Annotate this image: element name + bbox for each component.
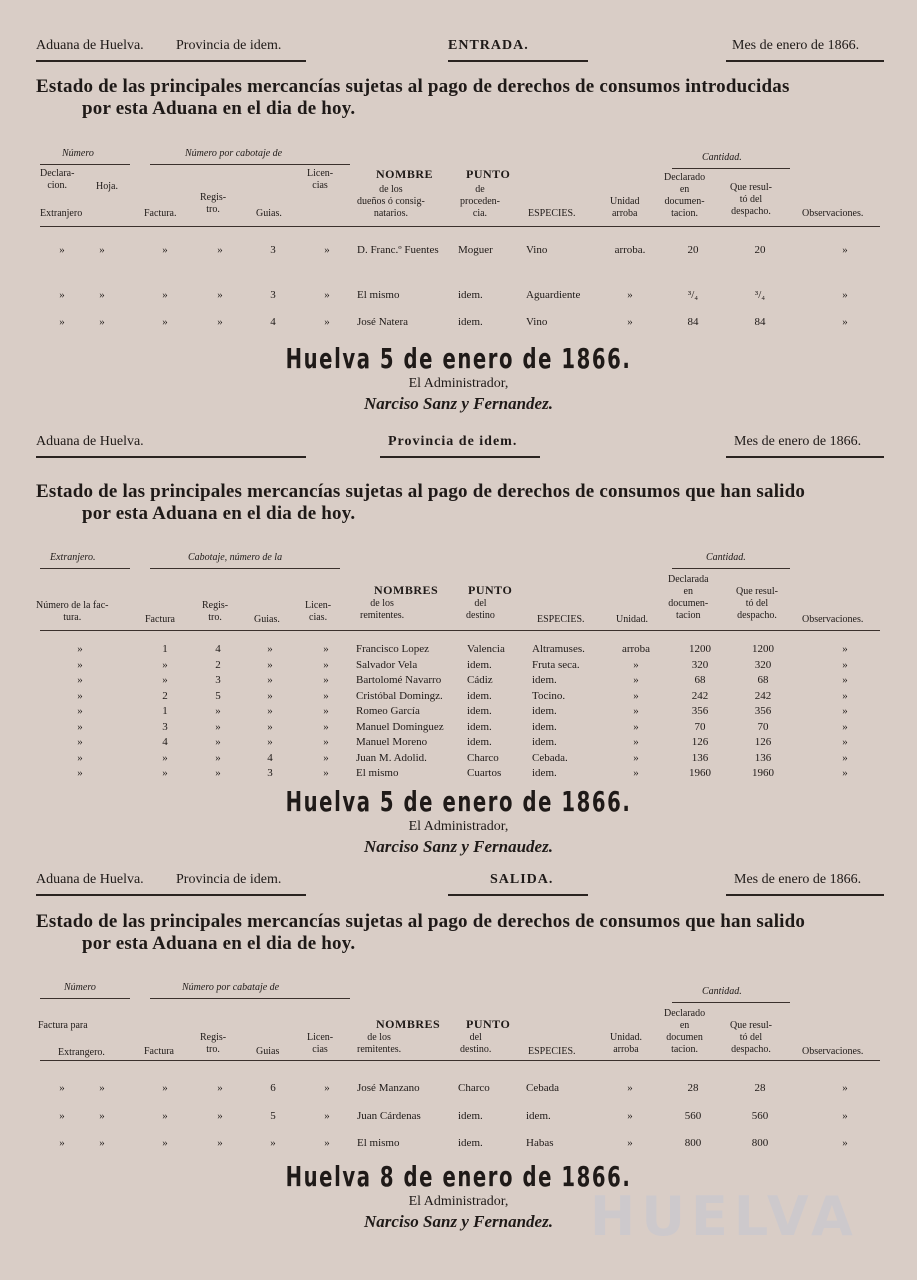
table-cell: idem. [467,736,492,748]
table-cell: » [633,767,639,779]
col-unidad: Unidad. arroba [610,1032,642,1055]
col-extranjero: Extranjero [40,208,83,219]
table-cell: Fruta seca. [532,658,580,671]
col-punto: PUNTO [468,583,513,597]
table-cell: 800 [751,1137,769,1149]
col-hoja: Hoja. [96,181,118,192]
table-cell: » [215,751,221,764]
table-cell: » [842,767,848,779]
table-cell: arroba [621,643,651,655]
col-observaciones: Observaciones. [802,208,864,219]
table-cell: 800 [684,1137,702,1149]
col-punto: PUNTO [466,1017,511,1031]
col-especies: ESPECIES. [537,614,585,625]
table-cell: 4 [267,751,273,764]
table-title [36,76,896,120]
header-rule-right [726,60,884,62]
table-cell: » [323,751,329,764]
col-numero-factura: Número de la fac- tura. [36,600,109,623]
table-cell: Juan Cárdenas [357,1110,421,1122]
table-cell: » [59,1137,65,1149]
table-cell: 356 [691,705,709,717]
table-cell: 2 [162,689,168,702]
table-cell: 68 [694,674,706,686]
header-rule-center [448,60,588,62]
table-cell: 320 [691,658,709,671]
table-cell: idem. [532,705,557,717]
table-cell: » [842,705,848,717]
table-cell: » [270,1137,276,1149]
col-nombres: NOMBRES [376,1017,441,1031]
table-cell: idem. [532,720,557,733]
table-cell: 242 [754,689,772,702]
signature-role: El Administrador, [408,1194,509,1209]
col-nombres: NOMBRE [376,167,433,181]
table-cell: 4 [162,736,168,748]
table-cell: » [627,289,633,301]
table-cell: » [162,674,168,686]
table-cell: 126 [754,736,772,748]
signature-role: El Administrador, [408,819,509,834]
table-cell: Cuartos [467,767,502,779]
table-cell: 560 [751,1110,769,1122]
table-cell: D. Franc.º Fuentes [357,244,439,256]
table-cell: » [59,1082,65,1094]
table-title [36,481,896,525]
header-customs-office: Aduana de Huelva. [36,434,144,449]
table-cell: idem. [526,1110,551,1122]
signature-name: Narciso Sanz y Fernandez. [364,1212,553,1231]
table-cell: » [842,751,848,764]
table-cell: » [267,705,273,717]
header-rule-center [448,894,588,896]
table-cell: » [324,289,330,301]
table-cell: » [842,1082,848,1094]
table-cell: » [77,736,83,748]
cantidad-rule [672,1002,790,1003]
col-declarado: Declarado en documen tacion. [664,1008,706,1055]
table-cell: 6 [270,1082,276,1094]
table-cell: » [267,689,273,702]
table-cell: » [59,244,65,256]
title-line-1: Estado de las principales mercancías sujetas al pago de derechos de consumos que han salido [36,911,806,932]
table-cell: » [633,689,639,702]
header-rule-left [36,456,306,458]
table-cell: » [267,674,273,686]
table-cell: » [627,1110,633,1122]
table-cell: » [59,289,65,301]
table-cell: Tocino. [532,689,566,702]
title-line-1: Estado de las principales mercancías sujetas al pago de derechos de consumos introducidas [36,76,790,97]
table-cell: » [162,1137,168,1149]
table-cell: Aguardiente [526,289,581,301]
col-nombres: NOMBRES [374,583,439,597]
table-cell: » [323,736,329,748]
col-registro: Regis- tro. [202,600,229,623]
cantidad-rule [672,168,790,169]
col-factura: Factura. [144,208,177,219]
table-cell: 560 [684,1110,702,1122]
table-cell: 20 [687,244,699,256]
table-cell: » [215,705,221,717]
table-cell: 126 [691,736,709,748]
group-cabotaje-heading: Número por cabotaje de [185,148,283,159]
col-factura: Factura [145,614,175,625]
col-resulto: Que resul- tó del despacho. [730,1020,772,1055]
group-rule-1 [40,998,130,999]
table-cell: Manuel Dominguez [356,720,444,733]
table-cell: El mismo [357,1137,400,1149]
col-licencias: Licen- cias [307,168,334,191]
table-cell: Charco [467,751,499,764]
table-cell: idem. [458,1110,483,1122]
col-guias: Guias. [256,208,282,219]
table-cell: » [324,244,330,256]
header-month: Mes de enero de 1866. [734,872,862,887]
table-cell: » [842,658,848,671]
table-cell: » [633,736,639,748]
table-cell: » [842,1137,848,1149]
table-cell: » [627,1082,633,1094]
table-cell: 1 [162,643,168,655]
table-title [36,911,896,955]
col-especies: ESPECIES. [528,1046,576,1057]
table-cell: 3 [215,674,221,686]
table-cell: idem. [458,1137,483,1149]
header-section-label: Provincia de idem. [388,434,518,449]
table-cell: » [77,689,83,702]
table-cell: 1200 [689,643,711,655]
table-cell: Cristóbal Domingz. [356,689,443,702]
group-cantidad-heading: Cantidad. [702,152,742,163]
table-cell: 70 [757,720,769,733]
col-declarado: Declarado en documen- tacion. [664,172,706,219]
col-factura: Factura [144,1046,174,1057]
table-cell: » [215,720,221,733]
col-resulto: Que resul- tó del despacho. [736,586,778,621]
table-cell: 4 [215,643,221,655]
table-cell: » [323,658,329,671]
table-cell: 84 [754,316,766,328]
signature-place-date: Huelva 5 de enero de 1866. [285,342,632,375]
table-cell: idem. [467,720,492,733]
table-cell: Bartolomé Navarro [356,674,442,686]
cantidad-rule [672,568,790,569]
group-numero-heading: Número [64,982,96,993]
table-cell: 242 [691,689,709,702]
col-nombres-sub: de los remitentes. [360,598,405,621]
table-cell: » [267,658,273,671]
header-province: Provincia de idem. [176,872,282,887]
col-nombres-sub: de los dueños ó consig- natarios. [357,184,425,219]
table-cell: ³/₄ [687,289,699,301]
col-observaciones: Observaciones. [802,614,864,625]
table-cell: » [627,316,633,328]
table-cell: » [842,643,848,655]
title-line-2: por esta Aduana en el dia de hoy. [82,503,356,524]
table-cell: Vino [526,244,548,256]
table-cell: » [99,1082,105,1094]
table-cell: Cebada. [532,751,568,764]
header-customs-office: Aduana de Huelva. [36,872,144,887]
table-cell: » [267,720,273,733]
col-resulto: Que resul- tó del despacho. [730,182,772,217]
table-cell: » [77,751,83,764]
table-cell: Cádiz [467,674,493,686]
table-cell: » [77,705,83,717]
col-licencias: Licen- cias [307,1032,334,1055]
table-cell: 70 [694,720,706,733]
header-rule-left [36,894,306,896]
header-month: Mes de enero de 1866. [732,38,860,53]
table-cell: » [215,736,221,748]
header-rule-left [36,60,306,62]
table-cell: » [99,244,105,256]
table-cell: » [323,705,329,717]
table-cell: » [77,674,83,686]
col-declaracion: Declara- cion. [40,168,75,191]
col-registro: Regis- tro. [200,192,227,215]
table-cell: Francisco Lopez [356,643,429,655]
header-underline [40,630,880,631]
table-cell: 84 [687,316,699,328]
table-cell: idem. [467,689,492,702]
table-cell: idem. [467,705,492,717]
signature-name: Narciso Sanz y Fernandez. [364,394,553,413]
table-cell: 320 [754,658,772,671]
header-rule-right [726,894,884,896]
header-section-label: ENTRADA. [448,38,529,53]
table-cell: » [99,1110,105,1122]
header-customs-office: Aduana de Huelva. [36,38,144,53]
table-cell: 20 [754,244,766,256]
col-observaciones: Observaciones. [802,1046,864,1057]
table-cell: Salvador Vela [356,658,418,671]
table-cell: El mismo [356,767,399,779]
table-cell: » [267,736,273,748]
table-cell: » [162,289,168,301]
col-nombres-sub: de los remitentes. [357,1032,402,1055]
table-cell: » [324,1137,330,1149]
table-cell: » [99,1137,105,1149]
table-cell: idem. [532,736,557,748]
table-cell: ³/₄ [754,289,766,301]
table-cell: » [162,767,168,779]
table-cell: » [162,1110,168,1122]
group-extranjero-heading: Extranjero. [50,552,96,563]
table-cell: 3 [270,289,276,301]
signature-role: El Administrador, [408,376,509,391]
table-cell: Valencia [467,643,505,655]
table-cell: idem. [458,289,483,301]
table-cell: » [633,705,639,717]
table-cell: » [162,316,168,328]
table-cell: Manuel Moreno [356,736,428,748]
table-cell: » [217,1082,223,1094]
table-cell: » [215,767,221,779]
table-cell: » [77,643,83,655]
table-cell: 3 [270,244,276,256]
header-rule-center [380,456,540,458]
table-cell: » [324,316,330,328]
col-unidad: Unidad arroba [610,196,640,219]
table-cell: arroba. [614,244,646,256]
table-cell: » [77,720,83,733]
table-cell: » [842,244,848,256]
table-cell: 2 [215,658,221,671]
table-cell: » [162,244,168,256]
table-cell: » [99,289,105,301]
table-cell: » [323,767,329,779]
header-province: Provincia de idem. [176,38,282,53]
table-cell: Juan M. Adolid. [356,751,427,764]
table-cell: 3 [267,767,273,779]
table-cell: idem. [458,316,483,328]
table-cell: 28 [754,1082,766,1094]
table-cell: » [217,244,223,256]
header-section-label: SALIDA. [490,872,554,887]
table-cell: » [633,658,639,671]
col-factura-para: Factura para [38,1020,88,1031]
table-cell: » [323,720,329,733]
table-cell: Romeo García [356,705,420,717]
table-cell: 1960 [752,767,774,779]
table-cell: » [842,720,848,733]
table-cell: » [323,689,329,702]
table-cell: » [77,767,83,779]
col-punto-sub: del destino. [460,1032,492,1055]
table-cell: » [77,658,83,671]
title-line-2: por esta Aduana en el dia de hoy. [82,98,356,119]
table-cell: 136 [754,751,772,764]
table-cell: 68 [757,674,769,686]
col-extranjero: Extrangero. [58,1047,105,1058]
table-cell: 5 [215,689,221,702]
table-cell: 1960 [689,767,711,779]
table-cell: 1200 [752,643,774,655]
col-registro: Regis- tro. [200,1032,227,1055]
group-rule-2 [150,164,350,165]
group-rule-2 [150,568,340,569]
table-cell: » [99,316,105,328]
table-cell: Cebada [526,1082,559,1094]
col-punto-sub: de proceden- cia. [460,184,500,219]
signature-place-date: Huelva 8 de enero de 1866. [285,1160,632,1193]
table-cell: Charco [458,1082,490,1094]
group-rule-1 [40,568,130,569]
table-cell: » [842,289,848,301]
table-cell: Moguer [458,244,493,256]
table-cell: idem. [467,658,492,671]
table-cell: » [59,1110,65,1122]
signature-place-date: Huelva 5 de enero de 1866. [285,785,632,818]
table-cell: » [324,1082,330,1094]
table-cell: » [59,316,65,328]
col-unidad: Unidad. [616,614,648,625]
group-cabotaje-heading: Cabotaje, número de la [188,552,283,563]
table-cell: » [842,689,848,702]
table-cell: » [842,316,848,328]
header-month: Mes de enero de 1866. [734,434,862,449]
table-cell: » [633,751,639,764]
table-cell: » [267,643,273,655]
table-cell: Vino [526,316,548,328]
signature-name: Narciso Sanz y Fernaudez. [364,837,553,856]
header-underline [40,226,880,227]
col-punto-sub: del destino [466,598,495,621]
col-punto: PUNTO [466,167,511,181]
col-guias: Guias [256,1046,280,1057]
table-cell: » [323,643,329,655]
table-cell: 1 [162,705,168,717]
title-line-2: por esta Aduana en el dia de hoy. [82,933,356,954]
table-cell: » [162,751,168,764]
table-cell: » [633,720,639,733]
table-cell: » [324,1110,330,1122]
table-cell: 356 [754,705,772,717]
table-cell: 136 [691,751,709,764]
group-cantidad-heading: Cantidad. [706,552,746,563]
group-cantidad-heading: Cantidad. [702,986,742,997]
group-rule-2 [150,998,350,999]
table-cell: » [217,316,223,328]
col-licencias: Licen- cias. [305,600,332,623]
table-cell: 3 [162,720,168,733]
col-guias: Guias. [254,614,280,625]
table-cell: » [842,674,848,686]
group-rule-1 [40,164,130,165]
table-cell: Altramuses. [532,643,585,655]
table-cell: El mismo [357,289,400,301]
col-especies: ESPECIES. [528,208,576,219]
table-cell: » [217,289,223,301]
table-cell: idem. [532,674,557,686]
table-cell: » [627,1137,633,1149]
header-rule-right [726,456,884,458]
table-cell: 4 [270,316,276,328]
table-cell: » [217,1110,223,1122]
table-cell: 28 [687,1082,699,1094]
table-cell: Habas [526,1137,554,1149]
header-underline [40,1060,880,1061]
title-line-1: Estado de las principales mercancías sujetas al pago de derechos de consumos que han salido [36,481,806,502]
table-cell: 5 [270,1110,276,1122]
table-cell: » [842,1110,848,1122]
table-cell: » [323,674,329,686]
table-cell: José Manzano [357,1082,420,1094]
table-cell: » [633,674,639,686]
table-cell: » [162,1082,168,1094]
group-numero-heading: Número [62,148,94,159]
table-cell: José Natera [357,316,409,328]
table-cell: » [842,736,848,748]
table-cell: idem. [532,767,557,779]
group-cabotaje-heading: Número por cabataje de [182,982,280,993]
col-declarado: Declarada en documen- tacion [668,574,709,621]
library-watermark: HUELVA [590,1185,859,1248]
table-cell: » [162,658,168,671]
table-cell: » [217,1137,223,1149]
